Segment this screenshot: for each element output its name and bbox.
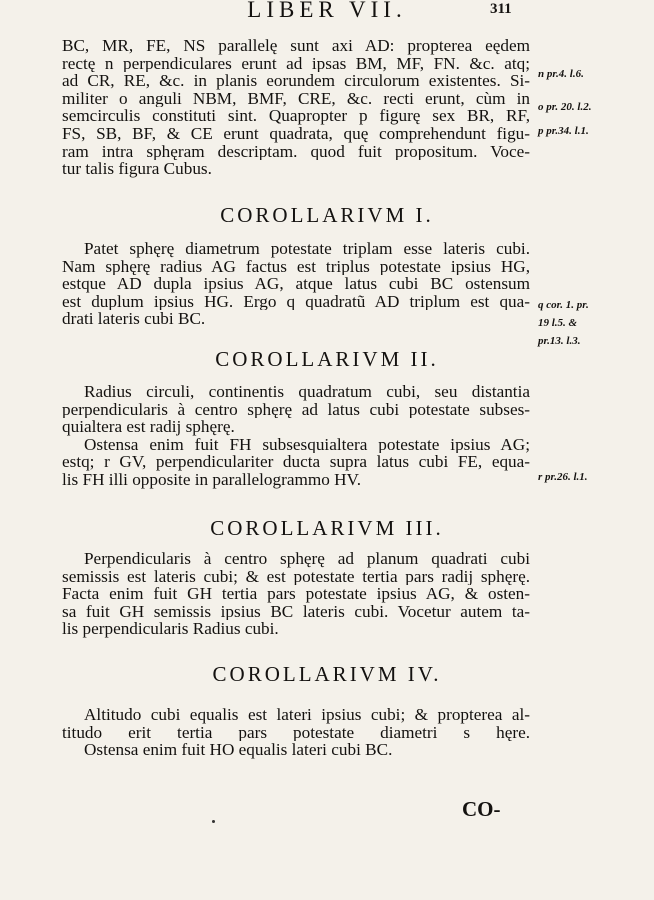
catchword: CO-: [462, 797, 501, 821]
text-line: militer o anguli NBM, BMF, CRE, &c. recti erunt, cùm in: [62, 89, 530, 108]
text-line: ram intra sphęram descriptam. quod fuit propositum. Voce-: [62, 142, 530, 161]
text-line: Nam sphęrę radius AG factus est triplus potestate ipsius HG,: [62, 257, 530, 276]
text-line: Ostensa enim fuit HO equalis lateri cubi BC.: [84, 741, 393, 759]
margin-note: pr.13. l.3.: [538, 335, 581, 347]
text-line: Patet sphęrę diametrum potestate triplam esse lateris cubi.: [84, 240, 530, 258]
corollary-1-title: COROLLARIVM I.: [220, 203, 434, 227]
text-line: Ostensa enim fuit FH subsesquialtera potestate ipsius AG;: [84, 435, 530, 454]
corollary-2-title: COROLLARIVM II.: [215, 347, 439, 371]
text-line: lis FH illi opposite in parallelogrammo HV.: [62, 470, 362, 489]
margin-note: p pr.34. l.1.: [538, 125, 589, 137]
text-line: est duplum ipsius HG. Ergo q quadratũ AD triplum est qua-: [62, 292, 530, 311]
corollary-3-text: [62, 550, 530, 638]
page-header: [0, 0, 654, 23]
page-number: 311: [490, 1, 512, 17]
text-line: Altitudo cubi equalis est lateri ipsius cubi; & propterea al-: [84, 706, 530, 724]
text-line: FS, SB, BF, & CE erunt quadrata, quę comprehendunt figu-: [62, 124, 530, 143]
corollary-2-text: [62, 383, 530, 489]
text-line: Radius circuli, continentis quadratum cubi, seu distantia: [84, 383, 530, 401]
text-line: estque AD dupla ipsius AG, atque latus cubi BC ostensum: [62, 275, 530, 293]
corollary-4-text: [62, 706, 530, 759]
text-line: BC, MR, FE, NS parallelę sunt axi AD: propterea eędem: [62, 37, 530, 55]
text-line: semissis est lateris cubi; & est potestate tertia pars radij sphęrę.: [62, 567, 530, 586]
text-line: Perpendicularis à centro sphęrę ad planum quadrati cubi: [84, 550, 530, 568]
text-line: perpendicularis à centro sphęrę ad latus cubi potestate subses-: [62, 400, 530, 419]
margin-note: o pr. 20. l.2.: [538, 101, 592, 113]
margin-note: r pr.26. l.1.: [538, 471, 588, 483]
text-line: titudo erit tertia pars potestate diametri s hęre.: [62, 723, 530, 742]
text-line: ad CR, RE, &c. in planis eorundem circulorum existentes. Si-: [62, 72, 530, 90]
corollary-3-title: COROLLARIVM III.: [210, 516, 444, 540]
running-title: LIBER VII.: [247, 0, 407, 22]
text-line: Facta enim fuit GH tertia pars potestate ipsius AG, & osten-: [62, 585, 530, 603]
text-line: estq; r GV, perpendiculariter ducta supra latus cubi FE, equa-: [62, 453, 530, 471]
margin-note: q cor. 1. pr.: [538, 299, 589, 311]
text-line: tur talis figura Cubus.: [62, 160, 212, 178]
text-line: lis perpendicularis Radius cubi.: [62, 620, 279, 638]
text-line: drati lateris cubi BC.: [62, 310, 206, 328]
margin-note: 19 l.5. &: [538, 317, 578, 329]
margin-note: n pr.4. l.6.: [538, 68, 584, 80]
corollary-1-text: [62, 240, 530, 328]
corollary-4-title: COROLLARIVM IV.: [212, 662, 442, 686]
text-line: semcirculis constituti sint. Quapropter p figurę sex BR, RF,: [62, 107, 530, 125]
ink-speck: [212, 820, 215, 823]
opening-paragraph: [62, 37, 530, 178]
text-line: sa fuit GH semissis ipsius BC lateris cubi. Vocetur autem ta-: [62, 602, 530, 621]
text-line: quialtera est radij sphęrę.: [62, 418, 235, 436]
text-line: rectę n perpendiculares erunt ad ipsas BM, MF, FN. &c. atq;: [62, 54, 530, 73]
